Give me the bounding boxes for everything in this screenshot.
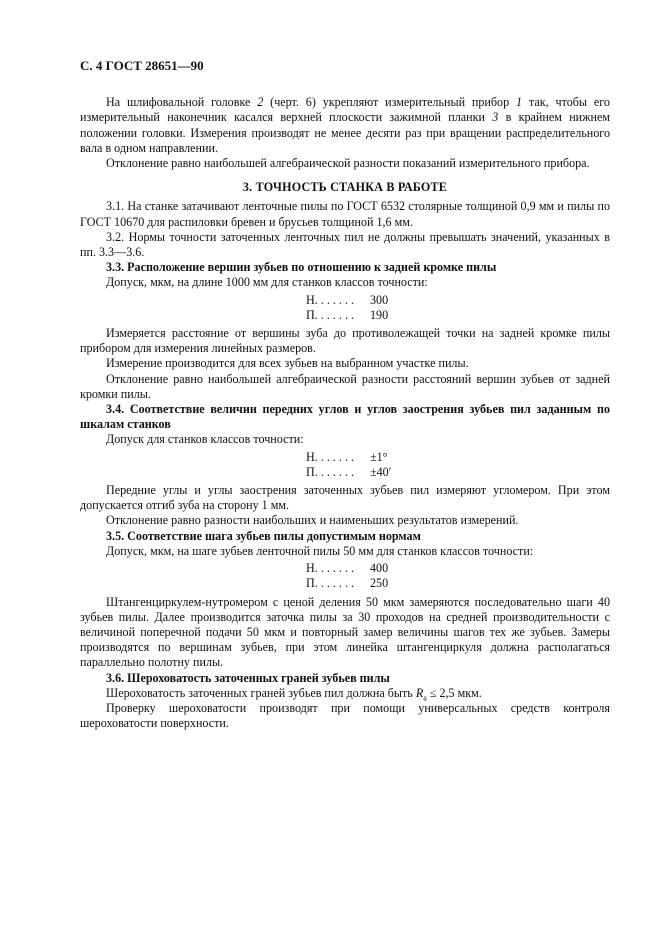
roughness-symbol: R	[415, 685, 424, 700]
tolerance-table	[306, 450, 610, 480]
tolerance-row: П. . . . . . . ±40′	[306, 464, 392, 479]
page-header: С. 4 ГОСТ 28651—90	[80, 58, 204, 73]
paragraph: Измеряется расстояние от вершины зуба до противолежащей точки на задней кромке пилы прибором для измерения линейных размеров.	[80, 326, 610, 356]
paragraph: Проверку шероховатости производят при помощи универсальных средств контроля шероховатости поверхности.	[80, 700, 610, 731]
tolerance-table	[306, 561, 610, 591]
tolerance-text: Допуск, мкм, на длине 1000 мм для станков классов точности:	[106, 275, 428, 290]
ref-number: 1	[516, 95, 523, 110]
paragraph: Шероховатость заточенных граней зубьев пил должна быть $R_a \le 2,5$ мкм.	[106, 685, 482, 703]
tolerance-text: Допуск, мкм, на шаге зубьев ленточной пилы 50 мм для станков классов точности:	[106, 543, 534, 558]
subsection-title: 3.5. Соответствие шага зубьев пилы допустимым нормам	[106, 528, 421, 543]
paragraph: Отклонение равно наибольшей алгебраической разности показаний измерительного прибора.	[106, 156, 590, 171]
subsection-title: 3.6. Шероховатость заточенных граней зубьев пилы	[106, 670, 390, 685]
tolerance-table	[306, 293, 610, 323]
tolerance-row: П. . . . . . . 250	[306, 576, 389, 591]
ref-number: 2	[257, 95, 264, 110]
paragraph: 3.2. Нормы точности заточенных ленточных пил не должны превышать значений, указанных в пп. 3.3—3.6.	[80, 229, 610, 260]
paragraph: Измерение производится для всех зубьев на выбранном участке пилы.	[106, 356, 469, 371]
tolerance-text: Допуск для станков классов точности:	[106, 432, 304, 447]
tolerance-row: П. . . . . . . 190	[306, 307, 389, 322]
paragraph: Штангенциркулем-нутромером с ценой деления 50 мкм замеряются последовательно шаги 40 зубьев пилы. Далее производится заточка пилы за 30 проходов на средней производительности с величиной поперечной подачи 50 мкм и повторный замер величины шагов тех же зубьев. Замеры производятся по вершинам зубьев, при этом линейка штангенциркуля должна располагаться параллельно полотну пилы.	[80, 594, 610, 670]
paragraph: Отклонение равно разности наибольших и наименьших результатов измерений.	[106, 513, 519, 528]
tolerance-row: Н. . . . . . . 300	[306, 292, 389, 307]
document-page	[80, 58, 610, 731]
paragraph: Передние углы и углы заострения заточенных зубьев пил измеряют угломером. При этом допускается отгиб зуба на сторону 1 мм.	[80, 483, 610, 513]
paragraph: На шлифовальной головке 2 (черт. 6) укрепляют измерительный прибор 1 так, чтобы его измерительный наконечник касался верхней плоскости зажимной планки 3 в крайнем нижнем положении головки. Измерения производят не менее десяти раз при вращении распределительного вала в одном направлении.	[80, 95, 610, 155]
tolerance-row: Н. . . . . . . ±1°	[306, 449, 388, 464]
tolerance-row: Н. . . . . . . 400	[306, 561, 389, 576]
section-title: 3. ТОЧНОСТЬ СТАНКА В РАБОТЕ	[242, 180, 448, 195]
subsection-title: 3.3. Расположение вершин зубьев по отношению к задней кромке пилы	[106, 260, 497, 275]
paragraph: 3.1. На станке затачивают ленточные пилы по ГОСТ 6532 столярные толщиной 0,9 мм и пилы по ГОСТ 10670 для распиловки бревен и брусьев толщиной 1,6 мм.	[80, 199, 610, 229]
ref-number: 3	[492, 110, 499, 125]
subsection-title: 3.4. Соответствие величин передних углов и углов заострения зубьев пил заданным по шкалам станков	[80, 402, 610, 432]
paragraph: Отклонение равно наибольшей алгебраической разности расстояний вершин зубьев от задней кромки пилы.	[80, 371, 610, 401]
